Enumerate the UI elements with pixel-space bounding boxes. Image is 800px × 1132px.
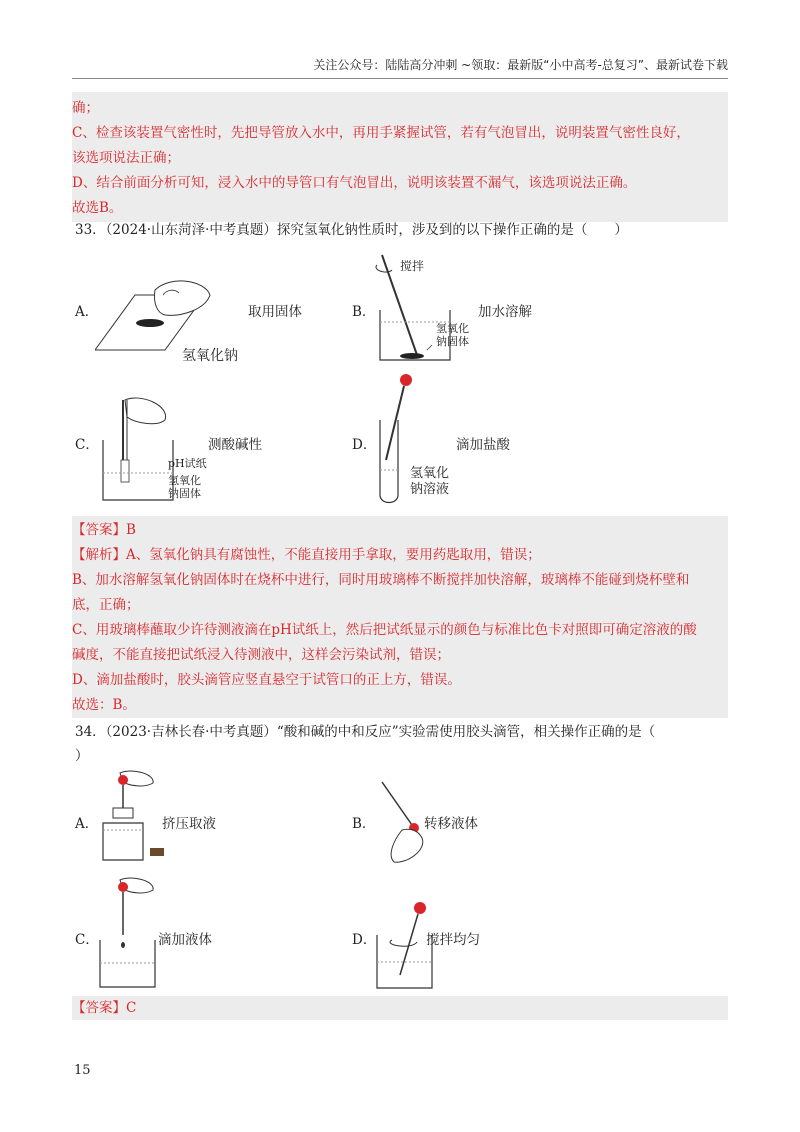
q33-option-a-caption: 取用固体 — [248, 304, 302, 320]
q34-option-c-letter: C． — [75, 932, 99, 948]
question-34-stem: 34．（2023·吉林长春·中考真题）“酸和碱的中和反应”实验需使用胶头滴管，相关操作正确的是（ — [75, 724, 656, 740]
analysis-line: D、滴加盐酸时，胶头滴管应竖直悬空于试管口的正上方，错误。 — [72, 672, 461, 688]
q33-answer-block — [72, 516, 728, 718]
page-header: 关注公众号：陆陆高分冲刺 ~领取：最新版“小中高考-总复习”、最新试卷下载 — [313, 58, 728, 72]
q33-option-d-letter: D． — [352, 437, 377, 453]
analysis-line: C、用玻璃棒蘸取少许待测液滴在pH试纸上，然后把试纸显示的颜色与标准比色卡对照即可确定溶液的酸 — [72, 622, 697, 638]
q33-option-b-letter: B． — [352, 304, 376, 320]
q33-figure-b-top-label: 搅拌 — [400, 259, 425, 273]
q34-option-c-caption: 滴加液体 — [158, 932, 212, 948]
explanation-line: 该选项说法正确； — [72, 150, 180, 166]
q34-option-a-letter: A． — [75, 816, 99, 832]
q33-option-d-caption: 滴加盐酸 — [456, 437, 510, 453]
q34-option-d-caption: 搅拌均匀 — [426, 932, 480, 948]
question-33-stem: 33．（2024·山东菏泽·中考真题）探究氢氧化钠性质时，涉及到的以下操作正确的是（ ） — [75, 222, 628, 238]
analysis-line: B、加水溶解氢氧化钠固体时在烧杯中进行，同时用玻璃棒不断搅拌加快溶解，玻璃棒不能碰到烧杯壁和 — [72, 572, 690, 588]
answer-line: 【答案】C — [72, 1000, 137, 1016]
q33-figure-a-label: 氢氧化钠 — [182, 348, 238, 364]
explanation-line: D、结合前面分析可知，浸入水中的导管口有气泡冒出，说明该装置不漏气，该选项说法正确。 — [72, 175, 637, 191]
q33-figure-d-label: 氢氧化 钠溶液 — [410, 466, 450, 497]
explanation-line: 故选B。 — [72, 200, 123, 216]
explanation-line: C、检查该装置气密性时，先把导管放入水中，再用手紧握试管，若有气泡冒出，说明装置气密性良好， — [72, 125, 690, 141]
q33-option-c-letter: C． — [75, 437, 99, 453]
analysis-line: 底，正确； — [72, 597, 140, 613]
analysis-line: 故选：B。 — [72, 697, 136, 713]
header-divider — [72, 78, 728, 79]
analysis-line: 碱度，不能直接把试纸浸入待测液中，这样会污染试剂，错误； — [72, 647, 450, 663]
page-number: 15 — [74, 1063, 91, 1078]
q34-option-b-letter: B． — [352, 816, 376, 832]
q34-option-d-letter: D． — [352, 932, 377, 948]
q33-option-a-letter: A． — [75, 304, 99, 320]
q34-answer-block — [72, 996, 728, 1020]
prev-explanation-block — [72, 92, 728, 222]
q33-figure-c-top-label: pH试纸 — [168, 457, 207, 470]
q33-figure-b-label: 氢氧化 钠固体 — [436, 322, 469, 348]
q34-option-b-caption: 转移液体 — [424, 816, 478, 832]
analysis-line: 【解析】A、氢氧化钠具有腐蚀性，不能直接用手拿取，要用药匙取用，错误； — [72, 547, 541, 563]
answer-line: 【答案】B — [72, 522, 136, 538]
q33-option-c-caption: 测酸碱性 — [208, 437, 262, 453]
q34-option-a-caption: 挤压取液 — [162, 816, 216, 832]
q33-figure-c-label: 氢氧化 钠固体 — [168, 474, 201, 500]
q33-option-b-caption: 加水溶解 — [478, 304, 532, 320]
question-34-stem-cont: ） — [75, 748, 89, 764]
explanation-line: 确； — [72, 100, 99, 116]
